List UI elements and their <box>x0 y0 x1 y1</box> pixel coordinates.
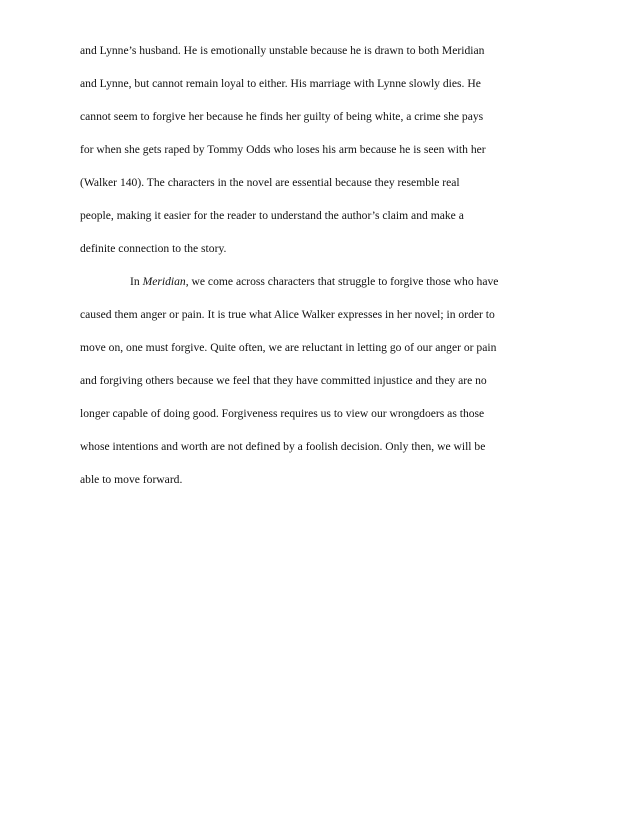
text-line: definite connection to the story. <box>80 242 227 255</box>
text-line-first <box>80 265 550 298</box>
text-line: and forgiving others because we feel that they have committed injustice and they are no <box>80 374 487 387</box>
paragraph-1 <box>80 34 550 265</box>
text-line: able to move forward. <box>80 473 183 486</box>
text-line: cannot seem to forgive her because he finds her guilty of being white, a crime she pays <box>80 110 484 123</box>
line-suffix: , we come across characters that struggle to forgive those who have <box>185 275 499 288</box>
text-line: people, making it easier for the reader to understand the author’s claim and make a <box>80 209 464 222</box>
text-line: and Lynne’s husband. He is emotionally unstable because he is drawn to both Meridian <box>80 44 485 57</box>
line-prefix: In <box>130 275 143 288</box>
text-line: longer capable of doing good. Forgiveness requires us to view our wrongdoers as those <box>80 407 485 420</box>
text-line: for when she gets raped by Tommy Odds who loses his arm because he is seen with her <box>80 143 486 156</box>
body-text <box>80 34 550 496</box>
text-line: move on, one must forgive. Quite often, we are reluctant in letting go of our anger or pain <box>80 341 497 354</box>
text-line: (Walker 140). The characters in the novel are essential because they resemble real <box>80 176 460 189</box>
paragraph-2 <box>80 265 550 496</box>
text-line: and Lynne, but cannot remain loyal to either. His marriage with Lynne slowly dies. He <box>80 77 481 90</box>
text-line: whose intentions and worth are not defined by a foolish decision. Only then, we will be <box>80 440 486 453</box>
book-title: Meridian <box>142 275 186 288</box>
text-line: caused them anger or pain. It is true what Alice Walker expresses in her novel; in order to <box>80 308 495 321</box>
